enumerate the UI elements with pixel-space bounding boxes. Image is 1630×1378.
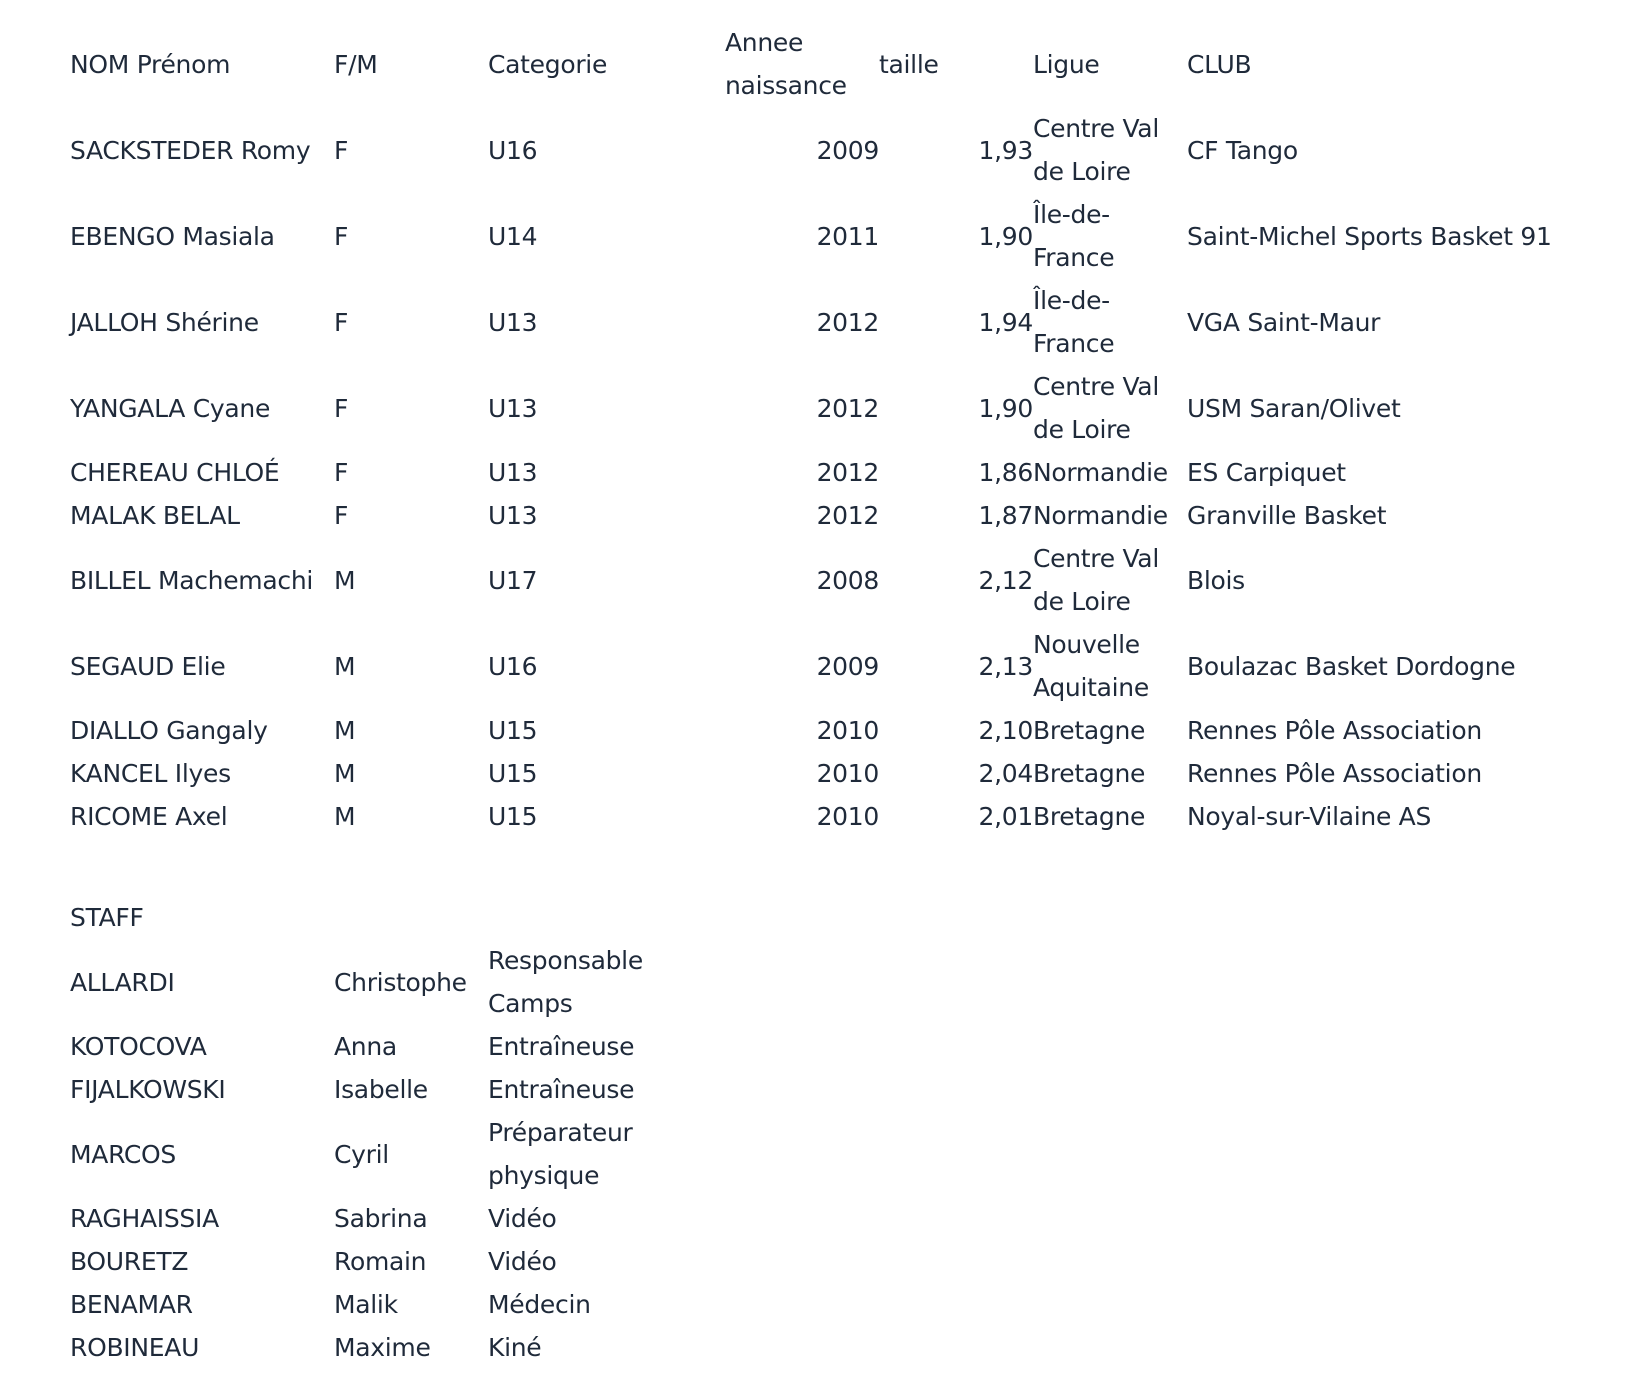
header-categorie: Categorie (488, 49, 608, 79)
cell-nom-prenom: KANCEL Ilyes (70, 759, 231, 788)
cell-club: Noyal-sur-Vilaine AS (1187, 802, 1432, 831)
cell-club: Granville Basket (1187, 501, 1387, 530)
staff-role: Préparateur physique (488, 1118, 633, 1190)
cell-club: VGA Saint-Maur (1187, 307, 1381, 337)
cell-categorie: U13 (488, 458, 538, 487)
cell-categorie: U15 (488, 802, 538, 831)
staff-role: Kiné (488, 1333, 542, 1362)
staff-nom: MARCOS (70, 1139, 177, 1169)
cell-sexe: F (334, 221, 349, 251)
table-row (70, 494, 1587, 537)
cell-categorie: U17 (488, 565, 538, 595)
table-row (70, 939, 668, 1025)
cell-ligue: Nouvelle Aquitaine (1033, 630, 1149, 702)
cell-annee-naissance: 2009 (816, 135, 879, 165)
cell-annee-naissance: 2010 (816, 716, 879, 745)
staff-nom: FIJALKOWSKI (70, 1075, 226, 1104)
header-sexe: F/M (334, 49, 378, 79)
table-row (70, 1197, 668, 1240)
cell-categorie: U13 (488, 307, 538, 337)
cell-annee-naissance: 2011 (816, 221, 879, 251)
cell-nom-prenom: SEGAUD Elie (70, 651, 226, 681)
cell-ligue: Centre Val de Loire (1033, 372, 1159, 444)
cell-sexe: M (334, 759, 356, 788)
table-row (70, 365, 1587, 451)
cell-categorie: U15 (488, 759, 538, 788)
cell-club: Blois (1187, 565, 1245, 595)
staff-prenom: Sabrina (334, 1204, 428, 1233)
cell-nom-prenom: EBENGO Masiala (70, 221, 275, 251)
staff-prenom: Christophe (334, 967, 467, 997)
cell-ligue: Bretagne (1033, 759, 1146, 788)
table-row (70, 279, 1587, 365)
cell-sexe: F (334, 307, 349, 337)
cell-taille: 2,10 (978, 716, 1033, 745)
staff-prenom: Romain (334, 1247, 427, 1276)
cell-club: Rennes Pôle Association (1187, 759, 1482, 788)
cell-ligue: Centre Val de Loire (1033, 544, 1159, 616)
cell-taille: 1,93 (978, 135, 1033, 165)
cell-annee-naissance: 2012 (816, 501, 879, 530)
table-row (70, 537, 1587, 623)
table-row (70, 193, 1587, 279)
cell-club: Boulazac Basket Dordogne (1187, 651, 1516, 681)
cell-nom-prenom: JALLOH Shérine (70, 307, 259, 337)
staff-prenom: Malik (334, 1290, 398, 1319)
staff-prenom: Cyril (334, 1139, 389, 1169)
cell-sexe: F (334, 393, 349, 423)
table-row (70, 795, 1587, 838)
cell-taille: 1,90 (978, 221, 1033, 251)
cell-sexe: M (334, 802, 356, 831)
cell-sexe: M (334, 651, 356, 681)
cell-nom-prenom: DIALLO Gangaly (70, 716, 268, 745)
staff-prenom: Anna (334, 1032, 397, 1061)
cell-sexe: F (334, 501, 349, 530)
staff-role: Médecin (488, 1290, 591, 1319)
header-club: CLUB (1187, 49, 1252, 79)
cell-club: USM Saran/Olivet (1187, 393, 1401, 423)
cell-ligue: Île-de-France (1033, 200, 1115, 272)
staff-title: STAFF (70, 903, 144, 932)
staff-prenom: Isabelle (334, 1075, 428, 1104)
cell-categorie: U13 (488, 501, 538, 530)
staff-role: Entraîneuse (488, 1075, 635, 1104)
staff-role: Vidéo (488, 1204, 557, 1233)
cell-taille: 2,12 (978, 565, 1033, 595)
cell-club: CF Tango (1187, 135, 1298, 165)
table-row (70, 1068, 668, 1111)
table-row (70, 623, 1587, 709)
cell-annee-naissance: 2009 (816, 651, 879, 681)
cell-sexe: F (334, 135, 349, 165)
staff-role: Responsable Camps (488, 946, 643, 1018)
staff-nom: RAGHAISSIA (70, 1204, 219, 1233)
cell-club: Saint-Michel Sports Basket 91 (1187, 221, 1552, 251)
cell-categorie: U16 (488, 651, 538, 681)
cell-categorie: U16 (488, 135, 538, 165)
cell-categorie: U13 (488, 393, 538, 423)
table-row (70, 1240, 668, 1283)
header-annee-naissance: Annee naissance (725, 28, 847, 100)
cell-categorie: U14 (488, 221, 538, 251)
players-table (70, 21, 1587, 838)
table-row (70, 107, 1587, 193)
cell-club: ES Carpiquet (1187, 458, 1346, 487)
cell-club: Rennes Pôle Association (1187, 716, 1482, 745)
cell-categorie: U15 (488, 716, 538, 745)
cell-annee-naissance: 2012 (816, 307, 879, 337)
staff-nom: ROBINEAU (70, 1333, 200, 1362)
cell-annee-naissance: 2012 (816, 458, 879, 487)
cell-nom-prenom: CHEREAU CHLOÉ (70, 458, 280, 487)
cell-ligue: Bretagne (1033, 716, 1146, 745)
cell-taille: 1,94 (978, 307, 1033, 337)
cell-ligue: Île-de-France (1033, 286, 1115, 358)
cell-annee-naissance: 2010 (816, 802, 879, 831)
staff-role: Vidéo (488, 1247, 557, 1276)
cell-sexe: F (334, 458, 349, 487)
staff-nom: ALLARDI (70, 967, 175, 997)
header-nom-prenom: NOM Prénom (70, 49, 231, 79)
cell-taille: 1,90 (978, 393, 1033, 423)
header-taille: taille (879, 49, 939, 79)
table-row (70, 451, 1587, 494)
cell-nom-prenom: BILLEL Machemachi (70, 565, 314, 595)
header-ligue: Ligue (1033, 49, 1100, 79)
cell-nom-prenom: RICOME Axel (70, 802, 228, 831)
cell-ligue: Centre Val de Loire (1033, 114, 1159, 186)
staff-table (70, 939, 668, 1369)
staff-role: Entraîneuse (488, 1032, 635, 1061)
cell-taille: 2,04 (978, 759, 1033, 788)
cell-ligue: Bretagne (1033, 802, 1146, 831)
table-row (70, 1111, 668, 1197)
cell-nom-prenom: SACKSTEDER Romy (70, 135, 311, 165)
cell-taille: 1,87 (978, 501, 1033, 530)
cell-sexe: M (334, 565, 356, 595)
table-row (70, 1025, 668, 1068)
cell-ligue: Normandie (1033, 501, 1168, 530)
cell-taille: 2,01 (978, 802, 1033, 831)
cell-annee-naissance: 2012 (816, 393, 879, 423)
cell-taille: 2,13 (978, 651, 1033, 681)
cell-nom-prenom: YANGALA Cyane (70, 393, 271, 423)
staff-nom: KOTOCOVA (70, 1032, 207, 1061)
table-row (70, 709, 1587, 752)
cell-annee-naissance: 2010 (816, 759, 879, 788)
staff-nom: BOURETZ (70, 1247, 189, 1276)
cell-ligue: Normandie (1033, 458, 1168, 487)
staff-nom: BENAMAR (70, 1290, 193, 1319)
table-row (70, 1326, 668, 1369)
table-header-row (70, 21, 1587, 107)
cell-nom-prenom: MALAK BELAL (70, 501, 240, 530)
cell-sexe: M (334, 716, 356, 745)
cell-taille: 1,86 (978, 458, 1033, 487)
table-row (70, 1283, 668, 1326)
cell-annee-naissance: 2008 (816, 565, 879, 595)
staff-prenom: Maxime (334, 1333, 431, 1362)
table-row (70, 752, 1587, 795)
